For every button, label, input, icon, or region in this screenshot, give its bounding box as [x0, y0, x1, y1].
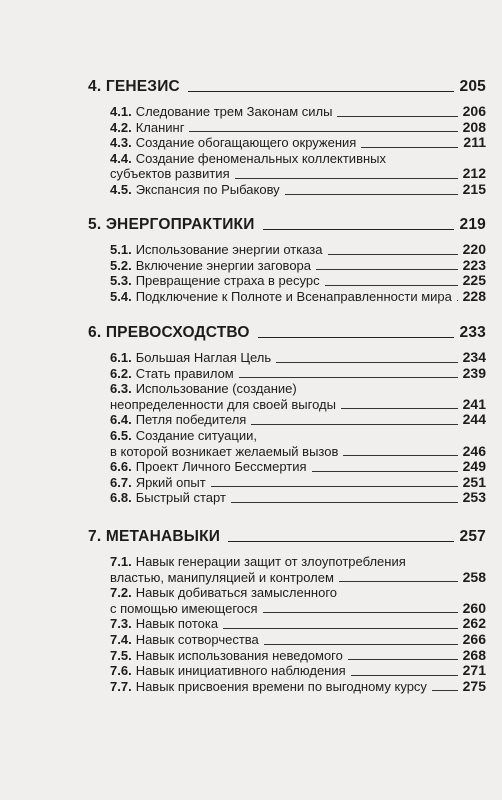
- entry-number: 7.6.: [110, 663, 132, 679]
- leader-line: [348, 659, 458, 660]
- entry-title: Навык добиваться замысленного: [135, 585, 338, 601]
- entry-number: 4.5.: [110, 181, 132, 197]
- entry-text: [110, 166, 230, 182]
- leader-line: [316, 269, 458, 270]
- entry-number: 7.3.: [110, 616, 132, 632]
- entry-title: в которой возникает желаемый вызов: [110, 443, 339, 459]
- entry-page-number: 266: [462, 630, 486, 647]
- entry-number: 4.2.: [110, 119, 132, 135]
- entry-text: [110, 570, 334, 586]
- entry-title: властью, манипуляцией и контролем: [110, 569, 334, 585]
- entry-line: [110, 601, 486, 617]
- entry-text: [110, 490, 226, 506]
- entry-title: Навык инициативного наблюдения: [135, 663, 346, 679]
- entry-text: [110, 585, 337, 601]
- toc-entry[interactable]: [110, 120, 486, 136]
- entry-line: [110, 459, 486, 475]
- entry-text: [110, 289, 452, 305]
- entry-number: 7.2.: [110, 585, 132, 601]
- chapter-heading[interactable]: [88, 210, 486, 234]
- toc-entry[interactable]: [110, 428, 486, 459]
- chapter-title: 6. ПРЕВОСХОДСТВО: [88, 324, 250, 341]
- chapter-heading[interactable]: [88, 72, 486, 96]
- entry-text: [110, 104, 332, 120]
- entry-page-number: 212: [462, 165, 486, 182]
- entry-number: 6.1.: [110, 350, 132, 365]
- entry-line: [110, 490, 486, 506]
- chapter-title: 4. ГЕНЕЗИС: [88, 78, 180, 95]
- entry-text: [110, 444, 338, 460]
- entry-text: [110, 412, 246, 428]
- entry-line: [110, 242, 486, 258]
- entry-title: Превращение страха в ресурс: [135, 273, 320, 289]
- entry-title: Следование трем Законам силы: [135, 104, 333, 119]
- entry-title: Кланинг: [135, 119, 185, 135]
- entry-title: неопределенности для своей выгоды: [110, 396, 336, 412]
- entry-page-number: 220: [462, 241, 486, 257]
- entry-page-number: 223: [462, 256, 486, 273]
- chapter-section: [88, 318, 486, 506]
- entry-page-number: 275: [462, 677, 486, 694]
- entry-text: [110, 663, 346, 679]
- entry-line: [110, 182, 486, 198]
- entry-title: Экспансия по Рыбакову: [135, 181, 280, 197]
- entry-page-number: 239: [462, 364, 486, 381]
- entry-number: 6.6.: [110, 459, 132, 475]
- entry-line: [110, 289, 486, 305]
- entry-line: [110, 648, 486, 664]
- toc-entry[interactable]: [110, 490, 486, 506]
- entry-line: [110, 350, 486, 366]
- leader-line: [328, 254, 458, 255]
- entry-number: 4.1.: [110, 104, 132, 119]
- entry-title: Навык потока: [135, 616, 219, 632]
- entry-line: [110, 616, 486, 632]
- entry-title: Проект Личного Бессмертия: [135, 459, 307, 475]
- chapter-title: 7. МЕТАНАВЫКИ: [88, 528, 221, 545]
- toc-entry[interactable]: [110, 151, 486, 182]
- entry-page-number: 208: [462, 118, 486, 135]
- entry-text: [110, 632, 259, 648]
- entry-title: Создание ситуации,: [135, 427, 257, 443]
- entry-title: Подключение к Полноте и Всенаправленности мира: [135, 288, 452, 304]
- entry-line: [110, 663, 486, 679]
- entry-list: [88, 242, 486, 304]
- entry-number: 5.3.: [110, 273, 132, 289]
- entry-number: 5.2.: [110, 257, 132, 273]
- leader-line: [239, 377, 458, 378]
- entry-text: [110, 135, 356, 151]
- leader-line: [258, 337, 454, 338]
- entry-title: субъектов развития: [110, 166, 230, 182]
- entry-text: [110, 273, 320, 289]
- chapter-page-number: 233: [459, 324, 486, 341]
- entry-page-number: 246: [462, 442, 486, 459]
- leader-line: [341, 408, 458, 409]
- entry-list: [88, 350, 486, 506]
- leader-line: [263, 612, 458, 613]
- entry-line: [110, 120, 486, 136]
- entry-number: 7.4.: [110, 631, 132, 647]
- entry-number: 5.4.: [110, 288, 132, 304]
- entry-text: [110, 151, 386, 167]
- entry-number: 6.8.: [110, 490, 132, 506]
- entry-text: [110, 679, 427, 695]
- toc-entry[interactable]: [110, 258, 486, 274]
- entry-title: Навык сотворчества: [135, 631, 259, 647]
- leader-line: [312, 471, 458, 472]
- entry-text: [110, 242, 323, 258]
- leader-line: [351, 675, 458, 676]
- leader-line: [339, 581, 458, 582]
- chapter-heading[interactable]: [88, 318, 486, 342]
- leader-line: [223, 628, 458, 629]
- chapter-section: [88, 522, 486, 694]
- chapter-page-number: 219: [459, 216, 486, 233]
- toc-entry[interactable]: [110, 366, 486, 382]
- toc-entry[interactable]: [110, 104, 486, 120]
- leader-line: [337, 116, 457, 117]
- entry-line: [110, 273, 486, 289]
- entry-page-number: 234: [462, 349, 486, 365]
- entry-line: [110, 412, 486, 428]
- entry-text: [110, 459, 307, 475]
- entry-text: [110, 350, 271, 366]
- entry-number: 6.7.: [110, 474, 132, 490]
- chapter-section: [88, 72, 486, 198]
- toc-entry[interactable]: [110, 475, 486, 491]
- entry-number: 6.5.: [110, 427, 132, 443]
- entry-page-number: 260: [462, 599, 486, 616]
- entry-line: [110, 554, 486, 570]
- entry-title: Навык генерации защит от злоупотребления: [135, 554, 406, 569]
- entry-number: 7.5.: [110, 647, 132, 663]
- entry-line: [110, 166, 486, 182]
- entry-title: Создание обогащающего окружения: [135, 135, 357, 151]
- entry-text: [110, 258, 311, 274]
- entry-page-number: 241: [462, 395, 486, 412]
- entry-page-number: 253: [462, 489, 486, 506]
- entry-page-number: 206: [462, 103, 486, 119]
- entry-page-number: 228: [462, 287, 486, 304]
- entry-number: 6.3.: [110, 381, 132, 397]
- toc-entry[interactable]: [110, 289, 486, 305]
- leader-line: [188, 91, 454, 92]
- entry-text: [110, 475, 206, 491]
- chapter-section: [88, 210, 486, 304]
- leader-line: [228, 541, 453, 542]
- toc-entry[interactable]: [110, 350, 486, 366]
- entry-title: Создание феноменальных коллективных: [135, 150, 386, 166]
- entry-title: Быстрый старт: [135, 490, 226, 506]
- entry-number: 7.7.: [110, 678, 132, 694]
- toc-entry[interactable]: [110, 585, 486, 616]
- toc-entry[interactable]: [110, 616, 486, 632]
- entry-line: [110, 135, 486, 151]
- entry-line: [110, 570, 486, 586]
- entry-text: [110, 616, 218, 632]
- toc-entry[interactable]: [110, 663, 486, 679]
- leader-line: [231, 502, 458, 503]
- leader-line: [432, 690, 458, 691]
- entry-text: [110, 648, 343, 664]
- entry-list: [88, 104, 486, 198]
- entry-line: [110, 679, 486, 695]
- entry-line: [110, 444, 486, 460]
- entry-text: [110, 366, 234, 382]
- leader-line: [263, 229, 454, 230]
- entry-number: 6.4.: [110, 412, 132, 428]
- entry-list: [88, 554, 486, 694]
- entry-line: [110, 428, 486, 444]
- entry-line: [110, 475, 486, 491]
- entry-line: [110, 151, 486, 167]
- leader-line: [325, 285, 458, 286]
- entry-page-number: 215: [462, 180, 486, 197]
- entry-number: 4.4.: [110, 150, 132, 166]
- entry-page-number: 225: [462, 272, 486, 289]
- entry-number: 6.2.: [110, 365, 132, 381]
- leader-line: [457, 300, 458, 301]
- entry-number: 7.1.: [110, 554, 132, 569]
- leader-line: [264, 644, 458, 645]
- entry-page-number: 258: [462, 568, 486, 585]
- entry-title: Большая Наглая Цель: [135, 350, 272, 365]
- leader-line: [343, 455, 457, 456]
- entry-text: [110, 428, 257, 444]
- toc-entry[interactable]: [110, 554, 486, 585]
- entry-page-number: 249: [462, 458, 486, 475]
- leader-line: [189, 131, 457, 132]
- entry-line: [110, 104, 486, 120]
- entry-text: [110, 601, 258, 617]
- entry-page-number: 268: [462, 646, 486, 663]
- entry-line: [110, 381, 486, 397]
- entry-line: [110, 397, 486, 413]
- chapter-page-number: 205: [459, 78, 486, 95]
- toc-entry[interactable]: [110, 273, 486, 289]
- toc-entry[interactable]: [110, 459, 486, 475]
- chapter-page-number: 257: [459, 528, 486, 545]
- leader-line: [211, 486, 458, 487]
- entry-text: [110, 120, 184, 136]
- toc-entry[interactable]: [110, 135, 486, 151]
- entry-title: Навык использования неведомого: [135, 647, 343, 663]
- toc-entry[interactable]: [110, 412, 486, 428]
- entry-text: [110, 381, 297, 397]
- entry-title: Навык присвоения времени по выгодному курсу: [135, 678, 427, 694]
- entry-line: [110, 258, 486, 274]
- entry-title: Петля победителя: [135, 412, 247, 428]
- entry-title: Яркий опыт: [135, 474, 206, 490]
- toc-entry[interactable]: [110, 679, 486, 695]
- entry-line: [110, 632, 486, 648]
- leader-line: [251, 424, 457, 425]
- entry-line: [110, 366, 486, 382]
- entry-line: [110, 585, 486, 601]
- entry-title: Использование (создание): [135, 381, 297, 397]
- entry-page-number: 271: [462, 662, 486, 679]
- entry-page-number: 211: [463, 134, 486, 151]
- chapter-title: 5. ЭНЕРГОПРАКТИКИ: [88, 216, 255, 233]
- entry-page-number: 244: [462, 411, 486, 428]
- entry-page-number: 262: [462, 615, 486, 632]
- toc-entry[interactable]: [110, 242, 486, 258]
- entry-title: Использование энергии отказа: [135, 242, 323, 257]
- entry-title: с помощью имеющегося: [110, 600, 258, 616]
- entry-title: Стать правилом: [135, 365, 234, 381]
- toc-entry[interactable]: [110, 182, 486, 198]
- leader-line: [361, 147, 458, 148]
- leader-line: [285, 194, 458, 195]
- entry-text: [110, 554, 406, 570]
- entry-page-number: 251: [462, 473, 486, 490]
- leader-line: [276, 362, 457, 363]
- chapter-heading[interactable]: [88, 522, 486, 546]
- toc-entry[interactable]: [110, 648, 486, 664]
- entry-number: 5.1.: [110, 242, 132, 257]
- entry-title: Включение энергии заговора: [135, 257, 312, 273]
- leader-line: [235, 178, 458, 179]
- entry-text: [110, 182, 280, 198]
- toc-entry[interactable]: [110, 632, 486, 648]
- toc-entry[interactable]: [110, 381, 486, 412]
- entry-text: [110, 397, 336, 413]
- entry-number: 4.3.: [110, 135, 132, 151]
